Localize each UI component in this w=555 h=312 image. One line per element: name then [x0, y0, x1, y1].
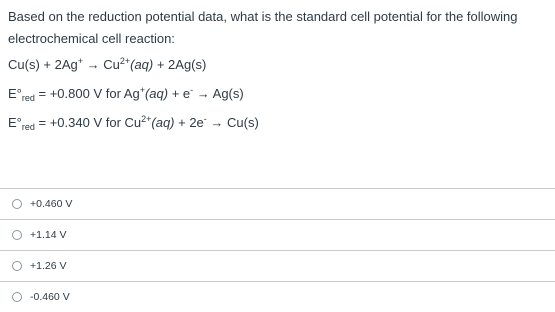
- ered-symbol: E°: [8, 115, 22, 130]
- aq-state: (aq): [144, 86, 169, 101]
- reaction-right: + 2Ag(s): [153, 57, 207, 72]
- reaction-sup-1: +: [77, 56, 83, 66]
- answer-option-1[interactable]: [0, 188, 555, 219]
- ered-sub: red: [21, 93, 35, 103]
- answer-label: +0.460 V: [30, 198, 73, 210]
- answer-list: [0, 188, 555, 312]
- aq-state: (aq): [151, 115, 175, 130]
- half-reaction-product: → Cu(s): [206, 115, 259, 130]
- answer-label: +1.26 V: [30, 260, 67, 272]
- reaction-arrow: → Cu: [83, 57, 120, 72]
- question-line-2: electrochemical cell reaction:: [8, 31, 175, 46]
- reduction-potential-cu: [8, 115, 259, 131]
- question-line-1: Based on the reduction potential data, what is the standard cell potential for the following: [8, 9, 518, 24]
- cell-reaction: [8, 57, 206, 73]
- ered-sub: red: [21, 122, 35, 132]
- answer-option-3[interactable]: [0, 250, 555, 281]
- question-text: [8, 6, 538, 50]
- radio-button[interactable]: [12, 230, 22, 240]
- reaction-sup-2: 2+: [119, 56, 131, 66]
- electron: + e: [168, 86, 191, 101]
- reduction-potential-ag: [8, 86, 244, 102]
- answer-option-4[interactable]: [0, 281, 555, 312]
- ered-value: = +0.340 V for Cu: [34, 115, 142, 130]
- ion-charge: +: [139, 85, 145, 95]
- radio-button[interactable]: [12, 199, 22, 209]
- electron: + 2e: [174, 115, 204, 130]
- ered-symbol: E°: [8, 86, 22, 101]
- half-reaction-product: → Ag(s): [193, 86, 244, 101]
- radio-button[interactable]: [12, 292, 22, 302]
- answer-label: +1.14 V: [30, 229, 67, 241]
- reaction-aq: (aq): [130, 57, 154, 72]
- answer-option-2[interactable]: [0, 219, 555, 250]
- ion-charge: 2+: [141, 114, 152, 124]
- radio-button[interactable]: [12, 261, 22, 271]
- electron-charge: -: [203, 114, 207, 124]
- answer-label: -0.460 V: [30, 291, 70, 303]
- reaction-left: Cu(s) + 2Ag: [8, 57, 78, 72]
- electron-charge: -: [190, 85, 194, 95]
- ered-value: = +0.800 V for Ag: [34, 86, 140, 101]
